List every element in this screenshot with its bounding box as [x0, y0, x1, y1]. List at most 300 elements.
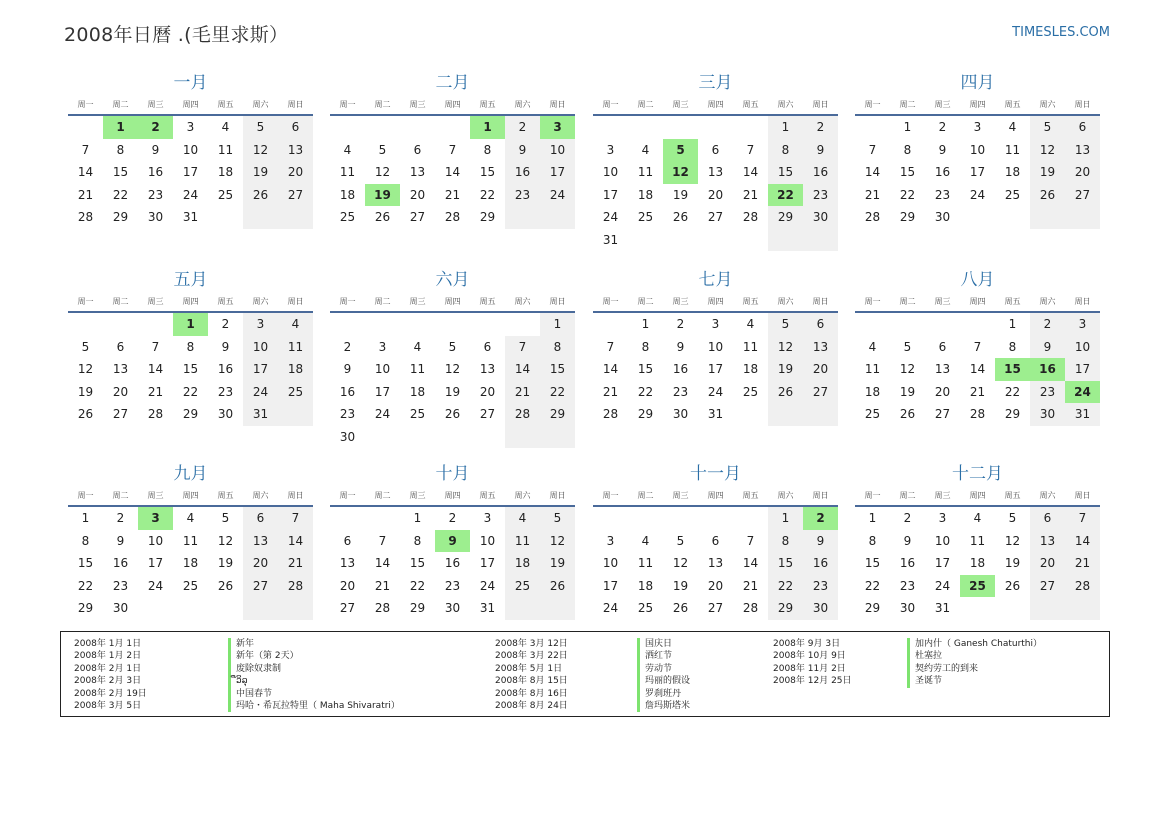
- day-cell: 8: [413, 533, 422, 548]
- day-cell: 7: [448, 142, 457, 157]
- day-cell: 27: [479, 407, 496, 421]
- day-cell: 7: [606, 339, 615, 354]
- day-cell: 16: [1030, 358, 1065, 381]
- day-cell: 14: [444, 165, 461, 179]
- day-cell: 3: [186, 120, 195, 134]
- empty-cell: [505, 313, 540, 336]
- day-cell: 5: [378, 142, 387, 157]
- day-cell: 14: [742, 556, 759, 570]
- holiday-name: 杜塞拉: [907, 650, 1042, 662]
- day-cell: 21: [505, 381, 540, 404]
- day-cell: 9: [1030, 336, 1065, 359]
- day-cell: 3: [138, 507, 173, 530]
- day-cell: 10: [602, 556, 619, 570]
- day-cell: 22: [77, 578, 94, 593]
- weekday-label: 周四: [182, 297, 199, 306]
- day-cell: 4: [505, 507, 540, 530]
- empty-cell: [890, 313, 925, 336]
- day-cell: 10: [147, 533, 164, 548]
- weekday-label: 周四: [969, 297, 986, 306]
- day-cell: 21: [1065, 552, 1100, 575]
- day-cell: 5: [540, 507, 575, 530]
- day-grid: [68, 313, 313, 426]
- day-cell: 26: [672, 601, 689, 615]
- day-cell: 2: [116, 511, 125, 525]
- empty-cell: [365, 313, 400, 336]
- day-cell: 15: [899, 165, 916, 179]
- day-cell: 25: [1004, 187, 1021, 202]
- day-cell: 4: [973, 511, 982, 525]
- day-grid: [593, 116, 838, 251]
- day-cell: 11: [742, 339, 759, 354]
- day-cell: 23: [339, 407, 356, 421]
- empty-cell: [505, 597, 540, 620]
- day-cell: 17: [934, 556, 951, 570]
- day-cell: 19: [672, 578, 689, 593]
- holiday-date: 2008年 2月 1日: [74, 663, 142, 674]
- day-cell: 5: [1030, 116, 1065, 139]
- holiday-date: 2008年 10月 9日: [773, 651, 846, 662]
- day-cell: 30: [1030, 403, 1065, 426]
- holiday-dates-column: [74, 638, 147, 712]
- day-cell: 19: [77, 384, 94, 399]
- day-cell: 28: [147, 407, 164, 421]
- empty-cell: [400, 116, 435, 139]
- empty-cell: [278, 403, 313, 426]
- holiday-date: 2008年 1月 2日: [74, 651, 142, 662]
- weekday-label: 周三: [672, 491, 689, 500]
- day-cell: 17: [374, 384, 391, 399]
- day-cell: 30: [803, 597, 838, 620]
- day-cell: 28: [77, 210, 94, 224]
- day-cell: 11: [637, 556, 654, 570]
- day-cell: 30: [934, 210, 951, 224]
- day-cell: 14: [374, 556, 391, 570]
- day-cell: 17: [479, 556, 496, 570]
- day-cell: 5: [243, 116, 278, 139]
- day-cell: 24: [707, 384, 724, 399]
- weekday-label: 周一: [77, 491, 94, 500]
- day-cell: 27: [1065, 184, 1100, 207]
- empty-cell: [540, 206, 575, 229]
- day-cell: 6: [483, 339, 492, 354]
- weekday-label: 周日: [287, 491, 304, 500]
- day-cell: 20: [112, 384, 129, 399]
- day-cell: 14: [864, 165, 881, 179]
- day-cell: 10: [969, 142, 986, 157]
- day-cell: 13: [479, 362, 496, 376]
- day-cell: 7: [868, 142, 877, 157]
- day-cell: 22: [899, 187, 916, 202]
- day-cell: 6: [1065, 116, 1100, 139]
- day-cell: 31: [243, 403, 278, 426]
- day-cell: 7: [973, 339, 982, 354]
- day-cell: 22: [768, 575, 803, 598]
- day-cell: 7: [81, 142, 90, 157]
- day-cell: 18: [1004, 165, 1021, 179]
- day-cell: 4: [221, 120, 230, 134]
- empty-cell: [855, 313, 890, 336]
- empty-cell: [208, 597, 243, 620]
- day-cell: 10: [1065, 336, 1100, 359]
- day-cell: 12: [1030, 139, 1065, 162]
- weekday-label: 周五: [479, 491, 496, 500]
- empty-cell: [698, 229, 733, 252]
- day-cell: 19: [768, 358, 803, 381]
- empty-cell: [365, 116, 400, 139]
- day-cell: 22: [637, 384, 654, 399]
- day-cell: 10: [374, 362, 391, 376]
- empty-cell: [365, 507, 400, 530]
- day-cell: 24: [182, 187, 199, 202]
- day-cell: 15: [637, 362, 654, 376]
- holiday-date: 2008年 3月 12日: [495, 639, 568, 649]
- empty-cell: [803, 403, 838, 426]
- day-cell: 28: [505, 403, 540, 426]
- month-name: 十二月: [952, 464, 1003, 484]
- day-cell: 5: [663, 139, 698, 162]
- day-cell: 23: [803, 184, 838, 207]
- day-cell: 19: [1030, 161, 1065, 184]
- day-cell: 19: [217, 556, 234, 570]
- empty-cell: [243, 206, 278, 229]
- day-cell: 19: [899, 384, 916, 399]
- day-cell: 28: [278, 575, 313, 598]
- empty-cell: [505, 206, 540, 229]
- day-cell: 25: [278, 381, 313, 404]
- holiday-name: 劳动节: [637, 663, 690, 675]
- empty-cell: [733, 403, 768, 426]
- weekday-label: 周日: [549, 297, 566, 306]
- day-cell: 3: [243, 313, 278, 336]
- empty-cell: [593, 313, 628, 336]
- day-cell: 17: [540, 161, 575, 184]
- holiday-name: 中国春节: [228, 688, 400, 700]
- empty-cell: [768, 403, 803, 426]
- empty-cell: [628, 507, 663, 530]
- day-cell: 30: [112, 601, 129, 615]
- day-cell: 27: [278, 184, 313, 207]
- day-cell: 17: [243, 358, 278, 381]
- day-cell: 6: [278, 116, 313, 139]
- day-cell: 30: [899, 601, 916, 615]
- holiday-name: 玛哈・希瓦拉特里（ Maha Shivaratri）: [228, 700, 400, 712]
- day-cell: 14: [1065, 530, 1100, 553]
- day-cell: 16: [339, 384, 356, 399]
- day-cell: 16: [803, 552, 838, 575]
- day-cell: 8: [116, 142, 125, 157]
- day-cell: 8: [1008, 339, 1017, 354]
- day-cell: 13: [803, 336, 838, 359]
- day-cell: 27: [803, 381, 838, 404]
- day-cell: 23: [217, 384, 234, 399]
- weekday-label: 周三: [147, 491, 164, 500]
- holiday-name: 废除奴隶制: [228, 663, 400, 675]
- day-cell: 1: [173, 313, 208, 336]
- day-cell: 11: [182, 533, 199, 548]
- empty-cell: [1030, 597, 1065, 620]
- day-cell: 12: [217, 533, 234, 548]
- weekday-label: 周五: [742, 297, 759, 306]
- day-cell: 26: [899, 407, 916, 421]
- day-cell: 23: [505, 184, 540, 207]
- day-cell: 6: [1030, 507, 1065, 530]
- day-cell: 22: [1004, 384, 1021, 399]
- day-cell: 3: [606, 142, 615, 157]
- day-cell: 15: [995, 358, 1030, 381]
- day-cell: 3: [606, 533, 615, 548]
- day-cell: 20: [1065, 161, 1100, 184]
- day-cell: 7: [505, 336, 540, 359]
- weekday-label: 周四: [444, 100, 461, 109]
- day-cell: 3: [378, 339, 387, 354]
- month-calendar: [68, 70, 313, 229]
- weekday-label: 周四: [707, 297, 724, 306]
- weekday-label: 周三: [672, 100, 689, 109]
- empty-cell: [365, 426, 400, 449]
- month-name: 七月: [698, 270, 733, 290]
- day-cell: 15: [768, 552, 803, 575]
- day-cell: 22: [182, 384, 199, 399]
- month-calendar: [68, 461, 313, 620]
- weekday-label: 周六: [514, 491, 531, 500]
- day-grid: [855, 116, 1100, 229]
- weekday-label: 周五: [1004, 491, 1021, 500]
- day-cell: 10: [479, 533, 496, 548]
- day-cell: 5: [768, 313, 803, 336]
- day-cell: 7: [378, 533, 387, 548]
- day-cell: 4: [413, 339, 422, 354]
- weekday-label: 周三: [934, 297, 951, 306]
- day-cell: 28: [1065, 575, 1100, 598]
- weekday-label: 周六: [777, 491, 794, 500]
- weekday-label: 周五: [217, 491, 234, 500]
- day-cell: 3: [540, 116, 575, 139]
- weekday-header: [593, 293, 838, 313]
- empty-cell: [435, 313, 470, 336]
- day-cell: 26: [768, 381, 803, 404]
- empty-cell: [663, 116, 698, 139]
- empty-cell: [663, 229, 698, 252]
- day-cell: 14: [505, 358, 540, 381]
- day-cell: 22: [864, 578, 881, 593]
- day-cell: 8: [768, 139, 803, 162]
- weekday-label: 周三: [934, 100, 951, 109]
- weekday-label: 周二: [637, 491, 654, 500]
- weekday-label: 周三: [934, 491, 951, 500]
- day-cell: 21: [77, 187, 94, 202]
- day-cell: 23: [672, 384, 689, 399]
- day-cell: 12: [77, 362, 94, 376]
- day-cell: 5: [676, 533, 685, 548]
- day-cell: 28: [742, 601, 759, 615]
- weekday-label: 周日: [1074, 100, 1091, 109]
- weekday-label: 周二: [374, 491, 391, 500]
- day-cell: 20: [243, 552, 278, 575]
- day-cell: 31: [182, 210, 199, 224]
- day-cell: 30: [672, 407, 689, 421]
- day-cell: 12: [374, 165, 391, 179]
- day-cell: 5: [221, 511, 230, 525]
- day-cell: 4: [343, 142, 352, 157]
- day-grid: [330, 507, 575, 620]
- month-name: 四月: [960, 73, 995, 93]
- weekday-label: 周三: [409, 491, 426, 500]
- day-cell: 30: [444, 601, 461, 615]
- day-cell: 8: [540, 336, 575, 359]
- empty-cell: [925, 313, 960, 336]
- empty-cell: [470, 426, 505, 449]
- day-cell: 9: [221, 339, 230, 354]
- day-cell: 5: [1008, 511, 1017, 525]
- weekday-label: 周日: [1074, 297, 1091, 306]
- day-cell: 2: [1030, 313, 1065, 336]
- day-cell: 18: [742, 362, 759, 376]
- weekday-label: 周三: [147, 297, 164, 306]
- day-cell: 2: [803, 507, 838, 530]
- empty-cell: [1030, 206, 1065, 229]
- weekday-label: 周二: [899, 100, 916, 109]
- day-cell: 21: [147, 384, 164, 399]
- day-cell: 27: [934, 407, 951, 421]
- day-cell: 2: [343, 339, 352, 354]
- day-cell: 3: [483, 511, 492, 525]
- day-cell: 25: [637, 210, 654, 224]
- day-grid: [593, 313, 838, 426]
- day-cell: 7: [151, 339, 160, 354]
- weekday-label: 周五: [217, 100, 234, 109]
- day-cell: 4: [1008, 120, 1017, 134]
- day-cell: 26: [540, 575, 575, 598]
- month-name: 六月: [435, 270, 470, 290]
- day-cell: 3: [711, 317, 720, 331]
- weekday-header: [855, 96, 1100, 116]
- day-cell: 23: [934, 187, 951, 202]
- month-calendar: [593, 267, 838, 426]
- day-cell: 13: [112, 362, 129, 376]
- day-cell: 9: [938, 142, 947, 157]
- weekday-label: 周六: [1039, 297, 1056, 306]
- day-cell: 15: [409, 556, 426, 570]
- day-cell: 20: [479, 384, 496, 399]
- day-cell: 26: [217, 578, 234, 593]
- weekday-label: 周三: [409, 100, 426, 109]
- day-cell: 18: [864, 384, 881, 399]
- day-cell: 9: [505, 139, 540, 162]
- day-cell: 15: [768, 161, 803, 184]
- weekday-label: 周一: [77, 297, 94, 306]
- empty-cell: [138, 313, 173, 336]
- weekday-label: 周六: [1039, 491, 1056, 500]
- day-cell: 20: [339, 578, 356, 593]
- weekday-label: 周日: [287, 297, 304, 306]
- day-cell: 31: [479, 601, 496, 615]
- weekday-label: 周六: [777, 297, 794, 306]
- weekday-label: 周日: [1074, 491, 1091, 500]
- weekday-label: 周五: [217, 297, 234, 306]
- day-cell: 31: [1065, 403, 1100, 426]
- day-cell: 4: [278, 313, 313, 336]
- day-cell: 10: [602, 165, 619, 179]
- day-cell: 13: [243, 530, 278, 553]
- day-cell: 20: [707, 187, 724, 202]
- day-cell: 28: [864, 210, 881, 224]
- empty-cell: [68, 116, 103, 139]
- holiday-date: 2008年 8月 24日: [495, 701, 568, 712]
- day-cell: 9: [435, 530, 470, 553]
- day-cell: 16: [803, 161, 838, 184]
- month-calendar: [855, 70, 1100, 229]
- day-cell: 17: [969, 165, 986, 179]
- empty-cell: [593, 507, 628, 530]
- holiday-dates-column: [773, 638, 852, 688]
- day-cell: 23: [112, 578, 129, 593]
- weekday-label: 周六: [514, 297, 531, 306]
- weekday-label: 周五: [742, 100, 759, 109]
- day-cell: 16: [444, 556, 461, 570]
- day-cell: 7: [278, 507, 313, 530]
- empty-cell: [628, 116, 663, 139]
- day-cell: 2: [448, 511, 457, 525]
- month-calendar: [330, 70, 575, 229]
- empty-cell: [733, 507, 768, 530]
- weekday-label: 周一: [864, 297, 881, 306]
- day-cell: 27: [112, 407, 129, 421]
- month-name: 三月: [698, 73, 733, 93]
- day-cell: 29: [864, 601, 881, 615]
- day-grid: [330, 116, 575, 229]
- day-cell: 10: [540, 139, 575, 162]
- day-cell: 2: [221, 317, 230, 331]
- holiday-name: 洒红节: [637, 650, 690, 662]
- weekday-label: 周六: [1039, 100, 1056, 109]
- site-link[interactable]: TIMESLES.COM: [1012, 25, 1110, 40]
- day-cell: 30: [147, 210, 164, 224]
- weekday-label: 周一: [339, 491, 356, 500]
- day-cell: 23: [1030, 381, 1065, 404]
- weekday-label: 周三: [409, 297, 426, 306]
- day-cell: 1: [470, 116, 505, 139]
- day-cell: 1: [81, 511, 90, 525]
- day-cell: 23: [899, 578, 916, 593]
- day-cell: 14: [742, 165, 759, 179]
- day-cell: 24: [934, 578, 951, 593]
- day-cell: 29: [768, 597, 803, 620]
- day-cell: 26: [1004, 578, 1021, 593]
- day-cell: 15: [77, 556, 94, 570]
- empty-cell: [400, 313, 435, 336]
- day-cell: 26: [1030, 184, 1065, 207]
- day-cell: 20: [707, 578, 724, 593]
- day-cell: 25: [217, 187, 234, 202]
- day-cell: 12: [672, 556, 689, 570]
- weekday-label: 周日: [287, 100, 304, 109]
- day-cell: 6: [343, 533, 352, 548]
- empty-cell: [470, 313, 505, 336]
- weekday-header: [593, 487, 838, 507]
- day-cell: 16: [899, 556, 916, 570]
- day-cell: 27: [243, 575, 278, 598]
- day-cell: 22: [112, 187, 129, 202]
- weekday-label: 周五: [479, 100, 496, 109]
- day-cell: 4: [641, 533, 650, 548]
- day-cell: 8: [903, 142, 912, 157]
- empty-cell: [733, 229, 768, 252]
- day-cell: 6: [711, 142, 720, 157]
- month-name: 一月: [173, 73, 208, 93]
- weekday-label: 周二: [112, 297, 129, 306]
- weekday-label: 周四: [182, 100, 199, 109]
